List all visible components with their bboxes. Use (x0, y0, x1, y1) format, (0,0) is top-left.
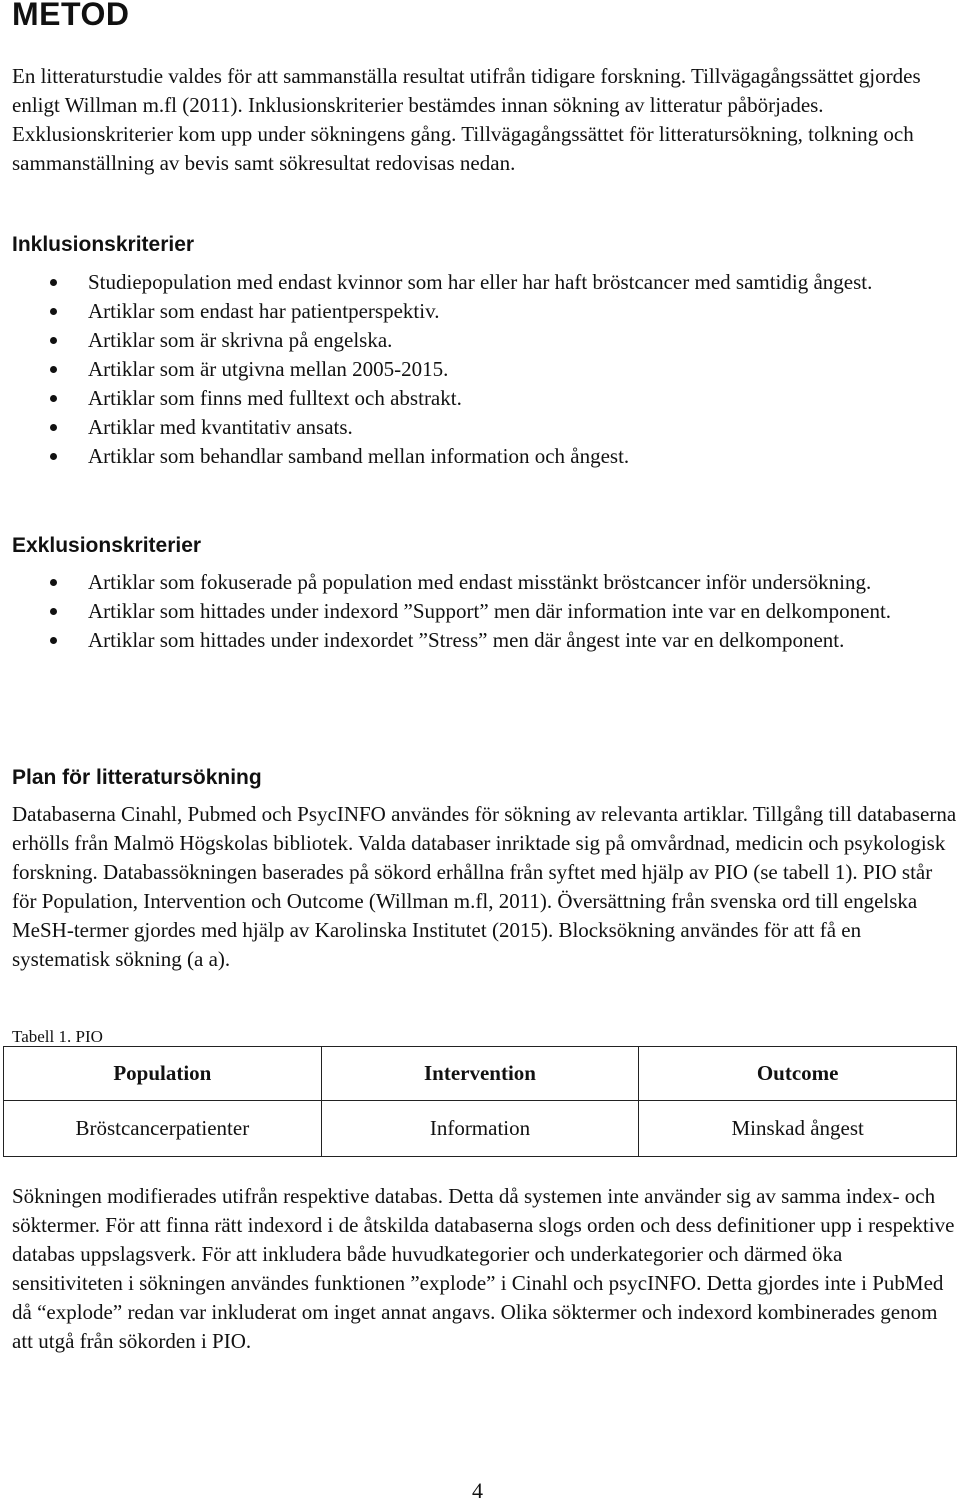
list-item (0, 626, 950, 655)
table-row (4, 1101, 957, 1157)
list-item (0, 355, 950, 384)
list-item-text: Studiepopulation med endast kvinnor som har eller har haft bröstcancer med samtidig ångest. (88, 270, 873, 294)
plan-paragraph: Databaserna Cinahl, Pubmed och PsycINFO användes för sökning av relevanta artiklar. Tillgång till databaserna erhölls från Malmö Högskolas bibliotek. Valda databaser inriktade sig på omvårdnad, medicin och psykologisk forskning. Databassökningen baserades på sökord erhållna från syftet med hjälp av PIO (se tabell 1). PIO står för Population, Intervention och Outcome (Willman m.fl, 2011). Översättning från svenska ord till engelska MeSH-termer gjordes med hjälp av Karolinska Institutet (2015). Blocksökning användes för att få en systematisk sökning (a a). (12, 802, 957, 971)
table-header-cell: Population (4, 1047, 322, 1101)
list-item-text: Artiklar med kvantitativ ansats. (88, 415, 353, 439)
table-cell: Information (321, 1101, 639, 1157)
bullet-icon (50, 337, 57, 344)
list-item-text: Artiklar som hittades under indexordet ”Stress” men där ångest inte var en delkomponent. (88, 628, 845, 652)
table-header-row (4, 1047, 957, 1101)
bullet-icon (50, 579, 57, 586)
bullet-icon (50, 453, 57, 460)
list-item-text: Artiklar som är skrivna på engelska. (88, 328, 393, 352)
plan-heading: Plan för litteratursökning (12, 766, 262, 789)
list-item-text: Artiklar som fokuserade på population med endast misstänkt bröstcancer inför undersökning. (88, 570, 872, 594)
table-cell: Minskad ångest (639, 1101, 957, 1157)
table-cell: Bröstcancerpatienter (4, 1101, 322, 1157)
exclusion-list (0, 568, 950, 655)
list-item-text: Artiklar som endast har patientperspektiv. (88, 299, 440, 323)
bullet-icon (50, 608, 57, 615)
bullet-icon (50, 637, 57, 644)
table-header-cell: Intervention (321, 1047, 639, 1101)
bullet-icon (50, 395, 57, 402)
list-item-text: Artiklar som finns med fulltext och abstrakt. (88, 386, 462, 410)
list-item (0, 268, 950, 297)
bullet-icon (50, 424, 57, 431)
bullet-icon (50, 279, 57, 286)
bullet-icon (50, 366, 57, 373)
list-item (0, 568, 950, 597)
list-item (0, 384, 950, 413)
list-item (0, 413, 950, 442)
pio-table (3, 1046, 957, 1157)
list-item-text: Artiklar som hittades under indexord ”Support” men där information inte var en delkomponent. (88, 599, 892, 623)
bullet-icon (50, 308, 57, 315)
exclusion-heading: Exklusionskriterier (12, 534, 202, 557)
list-item (0, 297, 950, 326)
inclusion-heading: Inklusionskriterier (12, 233, 195, 256)
table-header-cell: Outcome (639, 1047, 957, 1101)
closing-paragraph: Sökningen modifierades utifrån respektive databas. Detta då systemen inte använder sig av samma index- och söktermer. För att finna rätt indexord i de åtskilda databaserna slogs orden och dess definitioner upp i respektive databas uppslagsverk. För att inkludera både huvudkategorier och underkategorier och därmed öka sensitiviteten i sökningen användes funktionen ”explode” i Cinahl och psycINFO. Detta gjordes inte i PubMed då “explode” redan var inkluderat om inget annat angavs. Olika söktermer och indexord kombinerades genom att utgå från sökorden i PIO. (12, 1184, 955, 1353)
page-number: 4 (472, 1478, 483, 1503)
inclusion-list (0, 268, 950, 471)
list-item-text: Artiklar som behandlar samband mellan information och ångest. (88, 444, 630, 468)
list-item (0, 326, 950, 355)
list-item-text: Artiklar som är utgivna mellan 2005-2015. (88, 357, 449, 381)
table-caption: Tabell 1. PIO (12, 1027, 103, 1046)
list-item (0, 442, 950, 471)
list-item (0, 597, 950, 626)
intro-paragraph: En litteraturstudie valdes för att sammanställa resultat utifrån tidigare forskning. Tillvägagångssättet gjordes enligt Willman m.fl (2011). Inklusionskriterier bestämdes innan sökning av litteratur påbörjades. Exklusionskriterier kom upp under sökningens gång. Tillvägagångssättet för litteratursökning, tolkning och sammanställning av bevis samt sökresultat redovisas nedan. (12, 64, 921, 175)
page-title: METOD (12, 0, 130, 32)
